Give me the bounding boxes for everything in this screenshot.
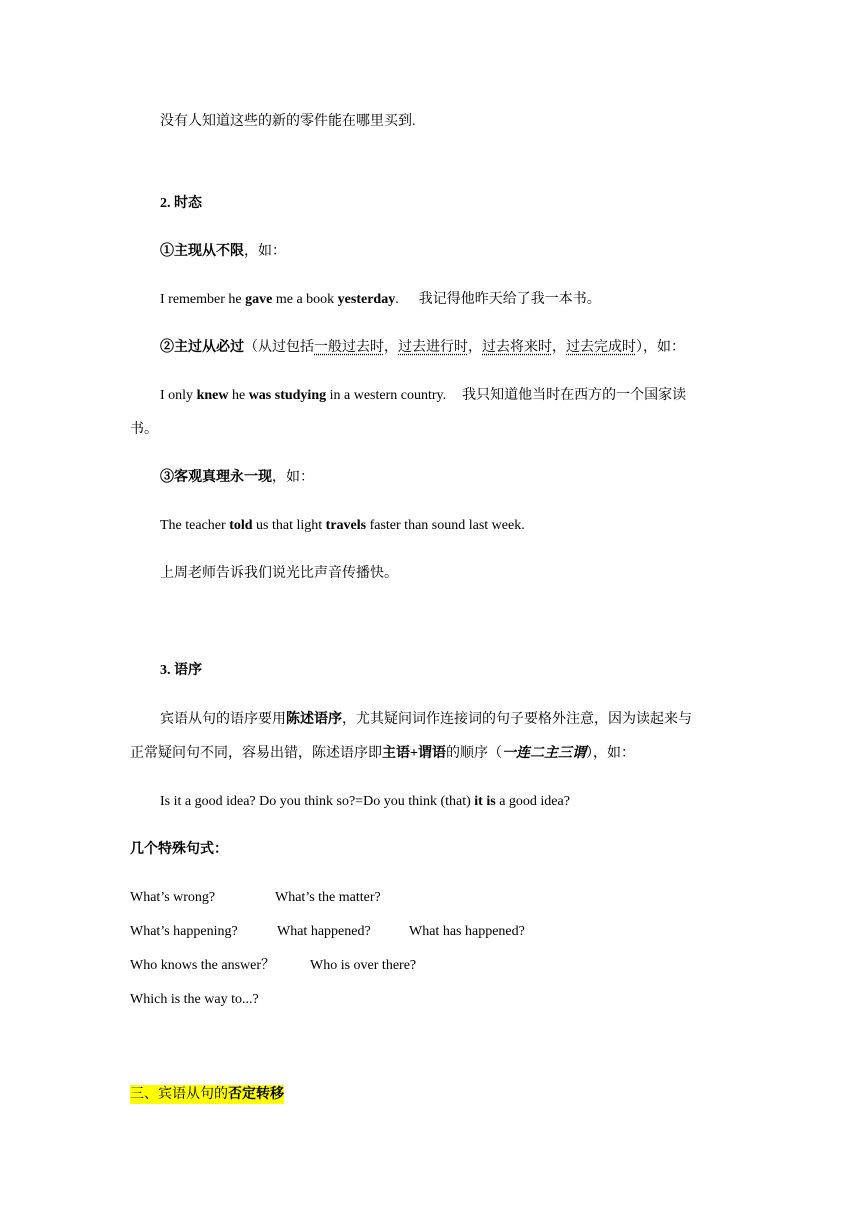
- special-row-4: [130, 990, 259, 1010]
- para-mnemonic: 一连二主三谓: [501, 746, 586, 761]
- para-text: 宾语从句的语序要用: [160, 712, 286, 727]
- ex1-verb: gave: [245, 292, 273, 307]
- ex3-text: The teacher: [160, 518, 230, 533]
- rule-2-tail: ），如：: [636, 340, 685, 355]
- rule-1-tail: ，如：: [244, 244, 286, 259]
- ex4-text: a good idea?: [495, 794, 570, 809]
- example-3: [160, 516, 525, 536]
- para-key-term: 主语+谓语: [382, 746, 446, 761]
- rule-3-tail: ，如：: [272, 470, 314, 485]
- ex3-verb: told: [229, 518, 253, 533]
- ex2-text: in a western country.: [326, 388, 447, 403]
- special-patterns-title: 几个特殊句式：: [130, 842, 228, 857]
- tense-term: 过去将来时: [482, 340, 552, 355]
- section-heading-word-order: 3. 语序: [160, 663, 202, 678]
- ex2-text: I only: [160, 388, 197, 403]
- ex2-text: he: [228, 388, 249, 403]
- ex2-verb: knew: [196, 388, 229, 403]
- example-1: [160, 290, 601, 310]
- special-phrase: What has happened?: [409, 924, 525, 939]
- special-phrase: What’s happening?: [130, 924, 238, 939]
- ex1-time: yesterday: [337, 292, 396, 307]
- tense-term: 一般过去时: [314, 340, 384, 355]
- example-2: [160, 386, 686, 406]
- ex3-text: faster than sound last week.: [366, 518, 525, 533]
- tense-term: 过去进行时: [398, 340, 468, 355]
- ex4-text: Is it a good idea? Do you think so?=Do you think (that): [160, 794, 475, 809]
- word-order-paragraph-line-2: [130, 744, 635, 764]
- rule-3-number: ③: [160, 470, 174, 485]
- rule-3: [160, 468, 314, 488]
- para-key-term: 陈述语序: [286, 712, 342, 727]
- rule-3-title: 客观真理永一现: [174, 470, 272, 485]
- special-phrase: Who is over there?: [310, 958, 417, 973]
- heading-key-term: 否定转移: [228, 1087, 284, 1102]
- rule-2-number: ②: [160, 340, 174, 355]
- rule-1-number: ①: [160, 244, 174, 259]
- example-3-translation: 上周老师告诉我们说光比声音传播快。: [160, 566, 398, 581]
- special-phrase: Who knows the answer？: [130, 958, 276, 973]
- special-row-2: [130, 922, 525, 942]
- special-row-3: [130, 956, 416, 976]
- ex2-translation: 我只知道他当时在西方的一个国家读: [462, 388, 687, 403]
- sentence-translation: 没有人知道这些的新的零件能在哪里买到.: [160, 114, 416, 129]
- para-text: ，尤其疑问词作连接词的句子要格外注意，因为读起来与: [342, 712, 692, 727]
- heading-text: 三、宾语从句的: [130, 1087, 228, 1102]
- rule-2: [160, 338, 685, 358]
- ex3-verb: travels: [325, 518, 367, 533]
- tense-term: 过去完成时: [566, 340, 636, 355]
- ex1-text: .: [395, 292, 399, 307]
- example-2-wrap: 书。: [130, 422, 158, 437]
- example-4: [160, 792, 570, 812]
- special-row-1: [130, 888, 381, 908]
- special-phrase: What’s wrong?: [130, 890, 216, 905]
- separator: ，: [384, 340, 398, 355]
- ex2-verb: was studying: [248, 388, 327, 403]
- rule-2-text: （从过包括: [244, 340, 314, 355]
- ex3-text: us that light: [252, 518, 326, 533]
- para-text: ），如：: [585, 746, 635, 761]
- separator: ，: [468, 340, 482, 355]
- rule-1: [160, 242, 286, 262]
- special-phrase: What happened?: [277, 924, 371, 939]
- section-heading-tense: 2. 时态: [160, 196, 202, 211]
- rule-1-title: 主现从不限: [174, 244, 244, 259]
- rule-2-title: 主过从必过: [174, 340, 244, 355]
- word-order-paragraph-line-1: [160, 710, 692, 730]
- ex4-key: it is: [474, 794, 496, 809]
- section-heading-negative-transfer: [130, 1085, 284, 1105]
- highlighted-heading: [130, 1085, 284, 1104]
- ex1-translation: 我记得他昨天给了我一本书。: [418, 292, 601, 307]
- para-text: 的顺序（: [445, 746, 502, 761]
- separator: ，: [552, 340, 566, 355]
- ex1-text: I remember he: [160, 292, 246, 307]
- ex1-text: me a book: [272, 292, 338, 307]
- special-phrase: What’s the matter?: [275, 890, 381, 905]
- para-text: 正常疑问句不同，容易出错，陈述语序即: [130, 746, 382, 761]
- special-phrase: Which is the way to...?: [130, 992, 259, 1007]
